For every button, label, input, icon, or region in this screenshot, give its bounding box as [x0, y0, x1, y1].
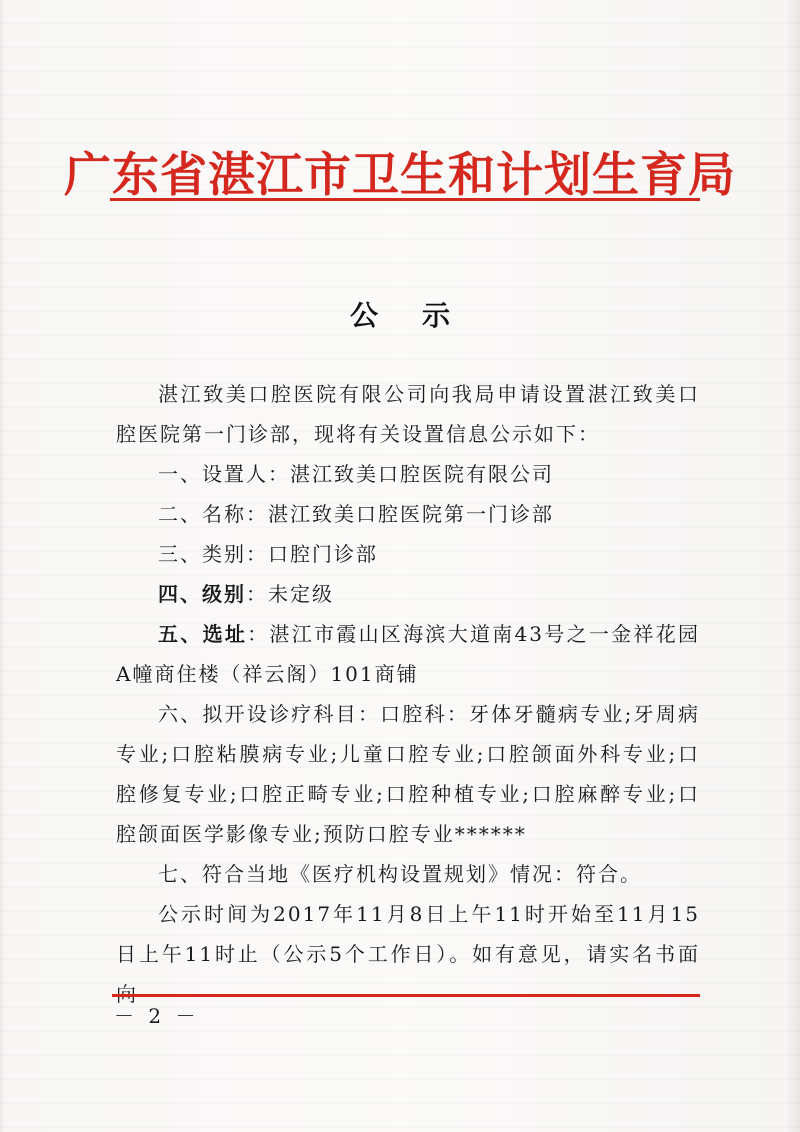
item-value: ：口腔科：牙体牙髓病专业;牙周病专业;口腔粘膜病专业;儿童口腔专业;口腔颌面外科专业;口腔修复专业;口腔正畸专业;口腔种植专业;口腔麻醉专业;口腔颌面医学影像专业;预防口腔专业******	[116, 702, 700, 846]
notice-body	[116, 374, 700, 1014]
item-label: 一、设置人	[158, 462, 268, 486]
item-value: ：口腔门诊部	[246, 542, 378, 566]
letterhead-red-rule	[110, 198, 700, 201]
item-name	[116, 494, 700, 534]
item-value: ：符合。	[554, 862, 642, 886]
letterhead-title: 广东省湛江市卫生和计划生育局	[64, 148, 736, 203]
notice-title-char-1: 公	[349, 299, 378, 332]
item-level	[116, 574, 700, 614]
item-founder	[116, 454, 700, 494]
intro-paragraph: 湛江致美口腔医院有限公司向我局申请设置湛江致美口腔医院第一门诊部，现将有关设置信息公示如下：	[116, 382, 700, 446]
item-value: ：湛江市霞山区海滨大道南43号之一金祥花园A幢商住楼（祥云阁）101商铺	[116, 622, 700, 686]
item-location	[116, 614, 700, 694]
notice-period-paragraph: 公示时间为2017年11月8日上午11时开始至11月15日上午11时止（公示5个工作日）。如有意见，请实名书面向	[116, 902, 700, 1006]
item-label: 七、符合当地《医疗机构设置规划》情况	[158, 862, 554, 886]
item-label: 六、拟开设诊疗科目	[158, 702, 358, 726]
item-value: ：湛江致美口腔医院有限公司	[268, 462, 554, 486]
item-label: 二、名称	[158, 502, 246, 526]
item-label: 四、级别	[158, 582, 246, 606]
item-value: ：湛江致美口腔医院第一门诊部	[246, 502, 554, 526]
item-planning-compliance	[116, 854, 700, 894]
item-departments	[116, 694, 700, 854]
item-value: ：未定级	[246, 582, 334, 606]
footer-red-rule	[112, 994, 700, 997]
notice-title	[0, 294, 800, 334]
item-label: 三、类别	[158, 542, 246, 566]
notice-title-char-2: 示	[422, 299, 451, 332]
item-category	[116, 534, 700, 574]
item-label: 五、选址	[158, 622, 248, 646]
page-number: － 2 －	[114, 1004, 200, 1028]
